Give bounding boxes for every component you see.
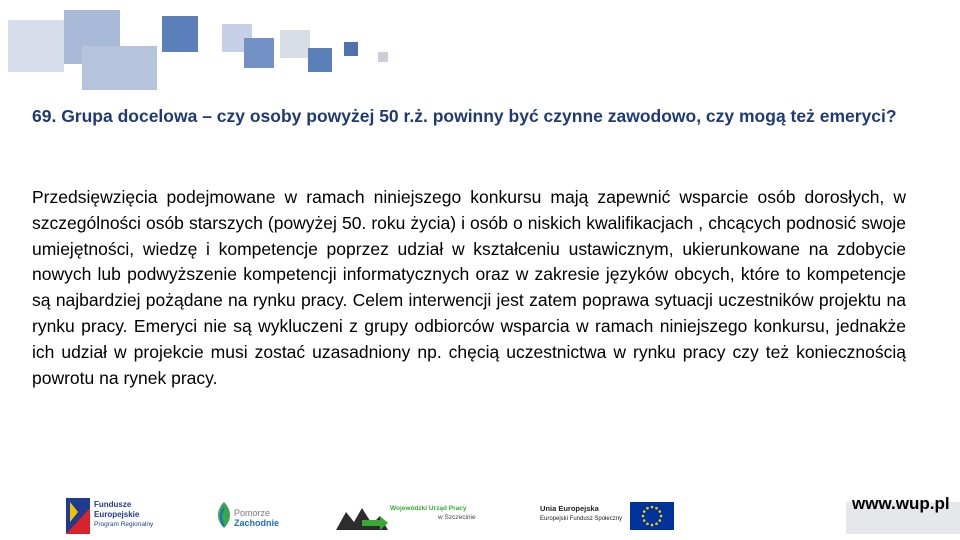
logo-wup-szczecin	[336, 496, 480, 536]
logo-unia-europejska	[540, 496, 676, 536]
website-url[interactable]: www.wup.pl	[852, 494, 950, 513]
fe-logo-icon	[66, 498, 90, 534]
deco-square	[82, 46, 157, 90]
pomorze-line1: Pomorze	[234, 508, 271, 518]
fe-line1: Fundusze	[94, 500, 132, 509]
pomorze-leaf-icon	[214, 502, 234, 528]
wup-hills-icon	[336, 504, 388, 530]
wup-line1: Wojewódzki Urząd Pracy	[390, 505, 467, 512]
deco-square	[344, 42, 358, 56]
logo-pomorze-zachodnie	[214, 496, 280, 536]
deco-square	[8, 20, 64, 72]
ue-line1: Unia Europejska	[540, 504, 599, 513]
deco-square	[378, 52, 388, 62]
pomorze-line2: Zachodnie	[234, 518, 280, 528]
fe-line3: Program Regionalny	[94, 521, 154, 528]
deco-square	[244, 38, 274, 68]
logo-fundusze-europejskie	[66, 496, 156, 536]
deco-square	[162, 16, 198, 52]
deco-square	[280, 30, 310, 58]
ue-line2: Europejski Fundusz Społeczny	[540, 516, 623, 522]
deco-square	[308, 48, 332, 72]
slide-body: Przedsięwzięcia podejmowane w ramach niniejszego konkursu mają zapewnić wsparcie osób dorosłych, w szczególności osób starszych (powyżej 50. roku życia) i osób o niskich kwalifikacjach , chcących podnosić swoje umiejętności, wiedzę i kompetencje poprzez udział w kształceniu ustawicznym, ukierunkowane na zdobycie nowych lub podwyższenie kompetencji informatycznych oraz w zakresie języków obcych, które to kompetencje są najbardziej pożądane na rynku pracy. Celem interwencji jest zatem poprawa sytuacji uczestników projektu na rynku pracy. Emeryci nie są wykluczeni z grupy odbiorców wsparcia w ramach niniejszego konkursu, jednakże ich udział w projekcie musi zostać uzasadniony np. chęcią uczestnictwa w rynku pracy czy też koniecznością powrotu na rynek pracy.	[32, 187, 906, 388]
slide-title: 69. Grupa docelowa – czy osoby powyżej 50 r.ż. powinny być czynne zawodowo, czy mogą też emeryci?	[32, 106, 897, 126]
fe-line2: Europejskie	[94, 510, 140, 519]
wup-line2: w Szczecinie	[438, 514, 476, 521]
eu-flag-icon	[630, 502, 674, 530]
